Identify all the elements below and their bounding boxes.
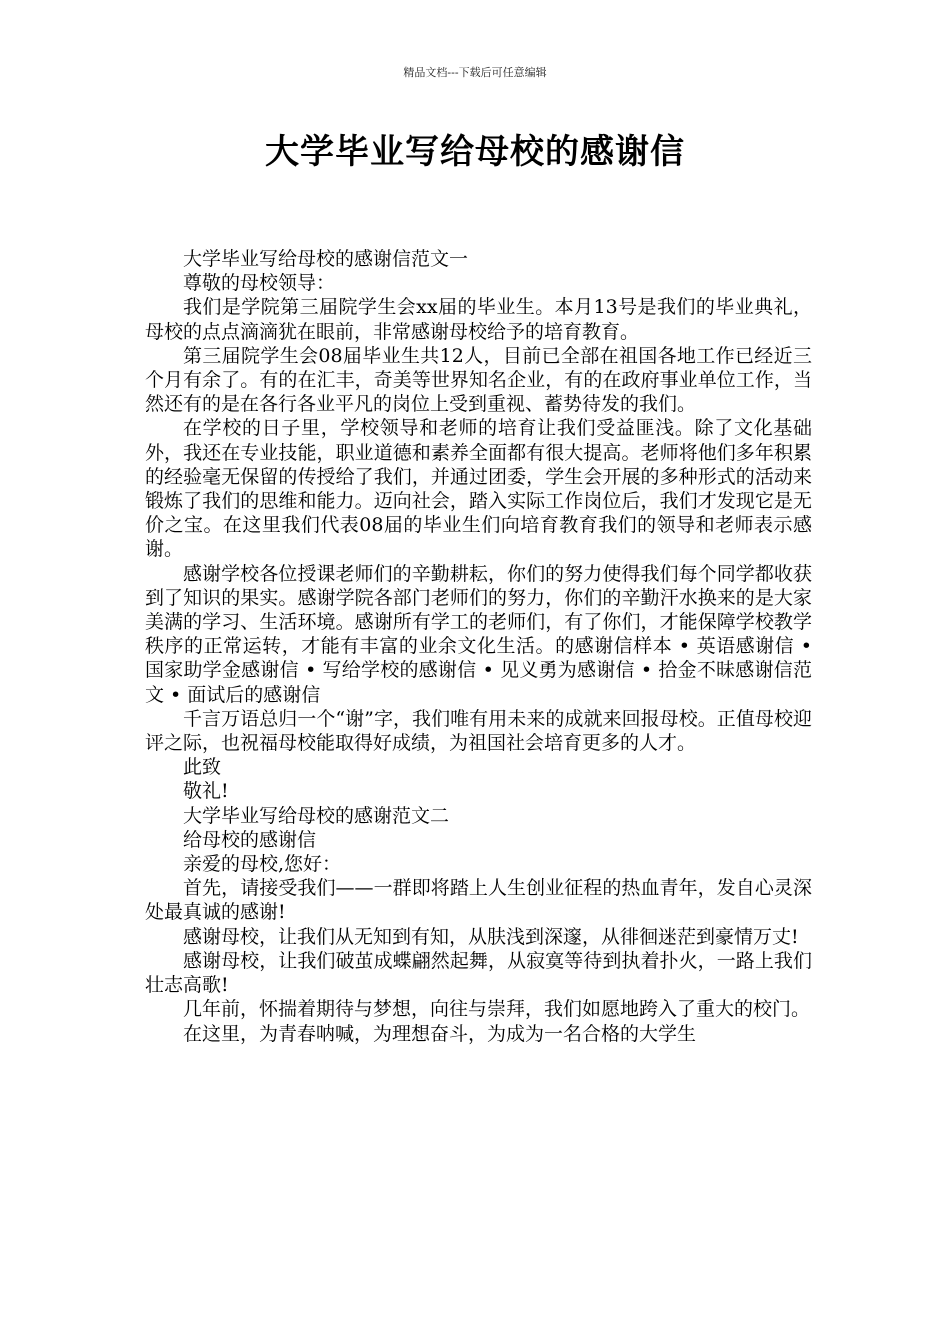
paragraph: 此致 (183, 756, 222, 779)
paragraph: 大学毕业写给母校的感谢范文二 (183, 804, 450, 827)
paragraph: 第三届院学生会08届毕业生共12人，目前已全部在祖国各地工作已经近三个月有余了。有的在汇丰，奇美等世界知名企业，有的在政府事业单位工作，当然还有的是在各行各业平凡的岗位上受到重视、蓄势待发的我们。 (145, 344, 812, 416)
paragraph: 在这里，为青春呐喊，为理想奋斗，为成为一名合格的大学生 (183, 1022, 697, 1045)
paragraph: 亲爱的母校,您好： (183, 853, 342, 876)
paragraph: 感谢母校，让我们破茧成蝶翩然起舞，从寂寞等待到执着扑火，一路上我们壮志高歌! (145, 949, 812, 997)
paragraph: 在学校的日子里，学校领导和老师的培育让我们受益匪浅。除了文化基础外，我还在专业技能，职业道德和素养全面都有很大提高。老师将他们多年积累的经验毫无保留的传授给了我们，并通过团委，学生会开展的多种形式的活动来锻炼了我们的思维和能力。迈向社会，踏入实际工作岗位后，我们才发现它是无价之宝。在这里我们代表08届的毕业生们向培育教育我们的领导和老师表示感谢。 (145, 417, 812, 561)
paragraph: 感谢母校，让我们从无知到有知，从肤浅到深邃，从徘徊迷茫到豪情万丈! (183, 925, 799, 948)
paragraph: 尊敬的母校领导： (183, 272, 336, 295)
paragraph: 感谢学校各位授课老师们的辛勤耕耘，你们的努力使得我们每个同学都收获到了知识的果实。感谢学院各部门老师们的努力，你们的辛勤汗水换来的是大家美满的学习、生活环境。感谢所有学工的老师们，有了你们，才能保障学校教学秩序的正常运转，才能有丰富的业余文化生活。的感谢信样本 • 英语感谢信 • 国家助学金感谢信 • 写给学校的感谢信 • 见义勇为感谢信 • 拾金不昧感谢信范文 • 面试后的感谢信 (145, 562, 812, 706)
paragraph: 敬礼! (183, 780, 229, 803)
letter-body (145, 247, 812, 1046)
header-note: 精品文档---下载后可任意编辑 (403, 66, 547, 79)
paragraph: 我们是学院第三届院学生会xx届的毕业生。本月13号是我们的毕业典礼，母校的点点滴滴犹在眼前，非常感谢母校给予的培育教育。 (145, 296, 812, 343)
paragraph: 给母校的感谢信 (183, 828, 317, 851)
paragraph: 首先，请接受我们——一群即将踏上人生创业征程的热血青年，发自心灵深处最真诚的感谢! (145, 877, 812, 924)
document-title: 大学毕业写给母校的感谢信 (265, 132, 685, 172)
paragraph: 几年前，怀揣着期待与梦想，向往与崇拜，我们如愿地跨入了重大的校门。 (183, 998, 811, 1021)
paragraph: 千言万语总归一个“谢”字，我们唯有用未来的成就来回报母校。正值母校迎评之际，也祝福母校能取得好成绩，为祖国社会培育更多的人才。 (145, 707, 812, 755)
paragraph: 大学毕业写给母校的感谢信范文一 (183, 248, 469, 270)
